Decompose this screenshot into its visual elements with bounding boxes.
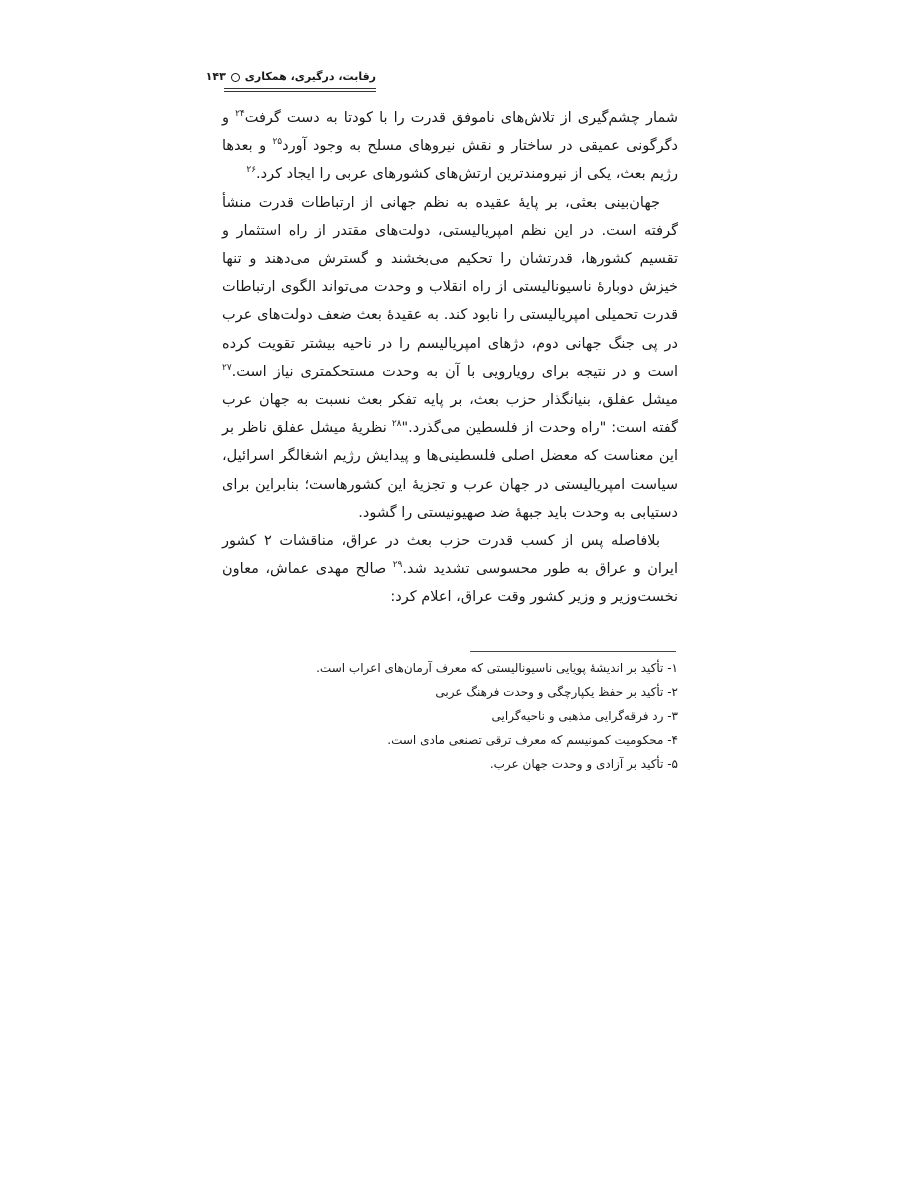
footnote-ref-26: ۲۶ <box>246 165 257 176</box>
circle-separator-icon <box>231 73 240 82</box>
footnote-ref-27: ۲۷ <box>222 363 232 373</box>
paragraph-3-text-a: بلافاصله پس از کسب قدرت حزب بعث در عراق، مناقشات ۲ کشور ایران و عراق به طور محسوسی تشدید شد. <box>222 533 678 578</box>
footnote-ref-29: ۲۹ <box>392 560 403 571</box>
footnote-item: ۱- تأکید بر اندیشهٔ پویایی ناسیونالیستی که معرف آرمان‌های اعراب است. <box>316 661 678 675</box>
running-header-title: رقابت، درگیری، همکاری <box>244 70 376 83</box>
paragraph-2 <box>222 189 678 527</box>
paragraph-1-text-a: شمار چشم‌گیری از تلاش‌های ناموفق قدرت را با کودتا به دست گرفت <box>244 110 678 126</box>
paragraph-1-text-c: و بعدها رژیم بعث، یکی از نیرومندترین ارتش‌های کشورهای عربی را ایجاد کرد. <box>222 138 678 183</box>
page-number: ۱۴۳ <box>205 70 226 83</box>
footnote-separator <box>470 651 676 652</box>
body-text <box>222 104 678 612</box>
footnote-ref-24: ۲۴ <box>235 109 245 120</box>
paragraph-3 <box>222 527 678 612</box>
header-rule <box>224 88 376 89</box>
footnotes <box>300 656 678 776</box>
footnote-item: ۵- تأکید بر آزادی و وحدت جهان عرب. <box>489 757 678 771</box>
footnote-ref-25: ۲۵ <box>272 137 283 148</box>
paragraph-3-text-b: صالح مهدی عماش، معاون نخست‌وزیر و وزیر کشور وقت عراق، اعلام کرد: <box>222 561 678 606</box>
paragraph-2-text-c: نظریهٔ میشل عفلق ناظر بر این معناست که معضل اصلی فلسطینی‌ها و پیدایش رژیم اشغالگر اسرائیل، سیاست امپریالیستی در جهان عرب و تجزیهٔ این کشورهاست؛ بنابراین برای دستیابی به وحدت باید جبههٔ ضد صهیونیستی را گشود. <box>222 420 678 521</box>
footnote-item: ۲- تأکید بر حفظ یکپارچگی و وحدت فرهنگ عربی <box>435 685 678 699</box>
footnote-item: ۴- محکومیت کمونیسم که معرف ترقی تصنعی مادی است. <box>387 733 678 747</box>
footnote-ref-28: ۲۸ <box>391 419 402 430</box>
paragraph-2-text-b: میشل عفلق، بنیانگذار حزب بعث، بر پایه تفکر بعث نسبت به جهان عرب گفته است: "راه وحدت از فلسطین می‌گذرد." <box>222 392 678 437</box>
header-rule-secondary <box>224 91 376 92</box>
paragraph-1 <box>222 104 678 189</box>
paragraph-2-text-a: جهان‌بینی بعثی، بر پایهٔ عقیده به نظم جهانی از ارتباطات قدرت منشأ گرفته است. در این نظم امپریالیستی، دولت‌های مقتدر از راه استثمار و تقسیم کشورها، قدرتشان را تحکیم می‌بخشند و گسترش می‌دهند و تنها خیزش دوبارهٔ ناسیونالیستی از راه انقلاب و وحدت می‌تواند الگوی ارتباطات قدرت تحمیلی امپریالیستی را نابود کند. به عقیدهٔ بعث ضعف دولت‌های عرب در پی جنگ جهانی دوم، دژهای امپریالیسم را در ناحیه بیشتر تقویت کرده است و در نتیجه برای رویارویی با آن به وحدت مستحکمتری نیاز است. <box>222 194 678 380</box>
running-header <box>205 70 376 84</box>
footnote-item: ۳- رد فرقه‌گرایی مذهبی و ناحیه‌گرایی <box>491 709 678 723</box>
paragraph-1-text-b: و دگرگونی عمیقی در ساختار و نقش نیروهای مسلح به وجود آورد <box>222 110 678 155</box>
